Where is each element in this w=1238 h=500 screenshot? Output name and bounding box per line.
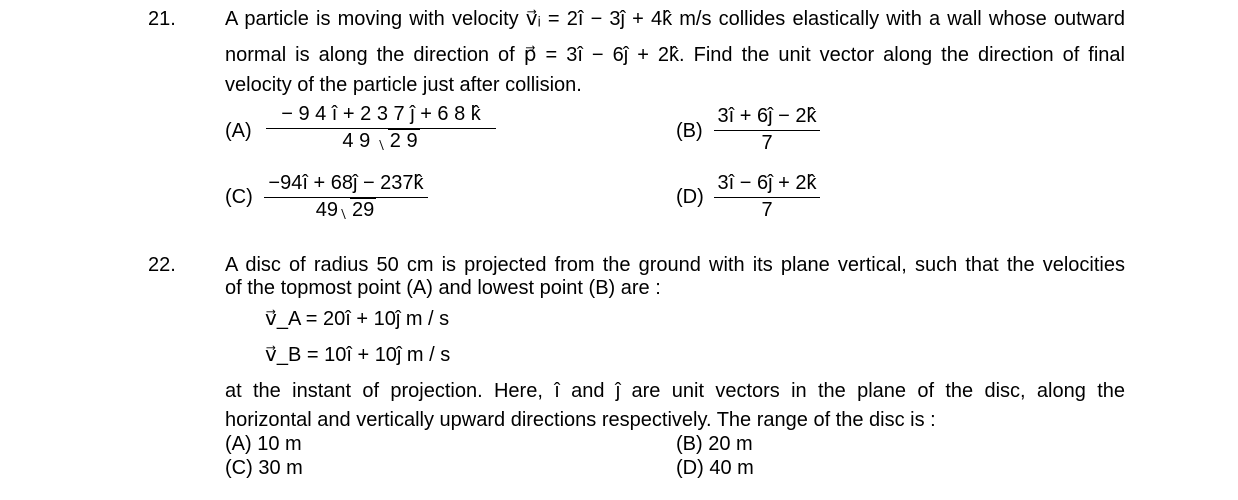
option-label: (C)	[225, 457, 253, 479]
square-root	[338, 199, 376, 222]
option-label: (B)	[676, 433, 703, 455]
fraction-bar	[264, 197, 428, 198]
denominator-coefficient: 49	[315, 199, 338, 221]
option-label: (A)	[225, 120, 252, 142]
question-number: 22.	[148, 254, 176, 276]
fraction-denominator: 7	[761, 132, 773, 154]
option-text: 10 m	[257, 433, 302, 455]
option-label: (A)	[225, 433, 252, 455]
question-text-line: A particle is moving with velocity v⃗ᵢ = 2î − 3ĵ + 4k̂ m/s collides elastically with a wall whose outward	[225, 8, 1125, 30]
question-text-line: horizontal and vertically upward directions respectively. The range of the disc is :	[225, 409, 936, 431]
option-d	[676, 457, 754, 480]
option-a	[225, 433, 302, 456]
question-text-line: at the instant of projection. Here, î and ĵ are unit vectors in the plane of the disc, along the	[225, 380, 1125, 402]
radicand: 2 9	[389, 130, 418, 152]
fraction-bar	[266, 128, 496, 129]
option-label: (D)	[676, 186, 704, 208]
option-text: 30 m	[258, 457, 303, 479]
option-text: 40 m	[709, 457, 754, 479]
question-text-line: of the topmost point (A) and lowest point (B) are :	[225, 277, 661, 299]
option-label: (D)	[676, 457, 704, 479]
question-text-line: normal is along the direction of p⃗ = 3î − 6ĵ + 2k̂. Find the unit vector along the direction of final	[225, 44, 1125, 66]
denominator-coefficient: 4 9	[342, 130, 371, 152]
fraction-bar	[714, 130, 820, 131]
velocity-equation-b: v⃗_B = 10î + 10ĵ m / s	[265, 344, 451, 366]
question-number: 21.	[148, 8, 176, 30]
fraction-numerator: − 9 4 î + 2 3 7 ĵ + 6 8 k̂	[281, 103, 481, 125]
square-root	[376, 130, 420, 153]
fraction-denominator	[266, 130, 496, 153]
fraction-numerator: 3î + 6ĵ − 2k̂	[717, 105, 817, 127]
option-a-fraction	[266, 103, 496, 153]
option-d-fraction	[714, 172, 820, 222]
fraction-bar	[714, 197, 820, 198]
question-text-line: A disc of radius 50 cm is projected from the ground with its plane vertical, such that the velocities	[225, 254, 1125, 276]
fraction-numerator: −94î + 68ĵ − 237k̂	[268, 172, 424, 194]
option-c	[225, 457, 303, 480]
option-b	[676, 433, 753, 456]
option-label: (B)	[676, 120, 703, 142]
fraction-denominator: 7	[761, 199, 773, 221]
option-b-fraction	[714, 105, 820, 155]
question-text-line: velocity of the particle just after collision.	[225, 74, 582, 96]
option-c-fraction	[264, 172, 428, 222]
option-text: 20 m	[708, 433, 753, 455]
option-label: (C)	[225, 186, 253, 208]
fraction-numerator: 3î − 6ĵ + 2k̂	[717, 172, 817, 194]
radicand: 29	[352, 199, 375, 221]
velocity-equation-a: v⃗_A = 20î + 10ĵ m / s	[265, 308, 450, 330]
fraction-denominator	[264, 199, 428, 222]
